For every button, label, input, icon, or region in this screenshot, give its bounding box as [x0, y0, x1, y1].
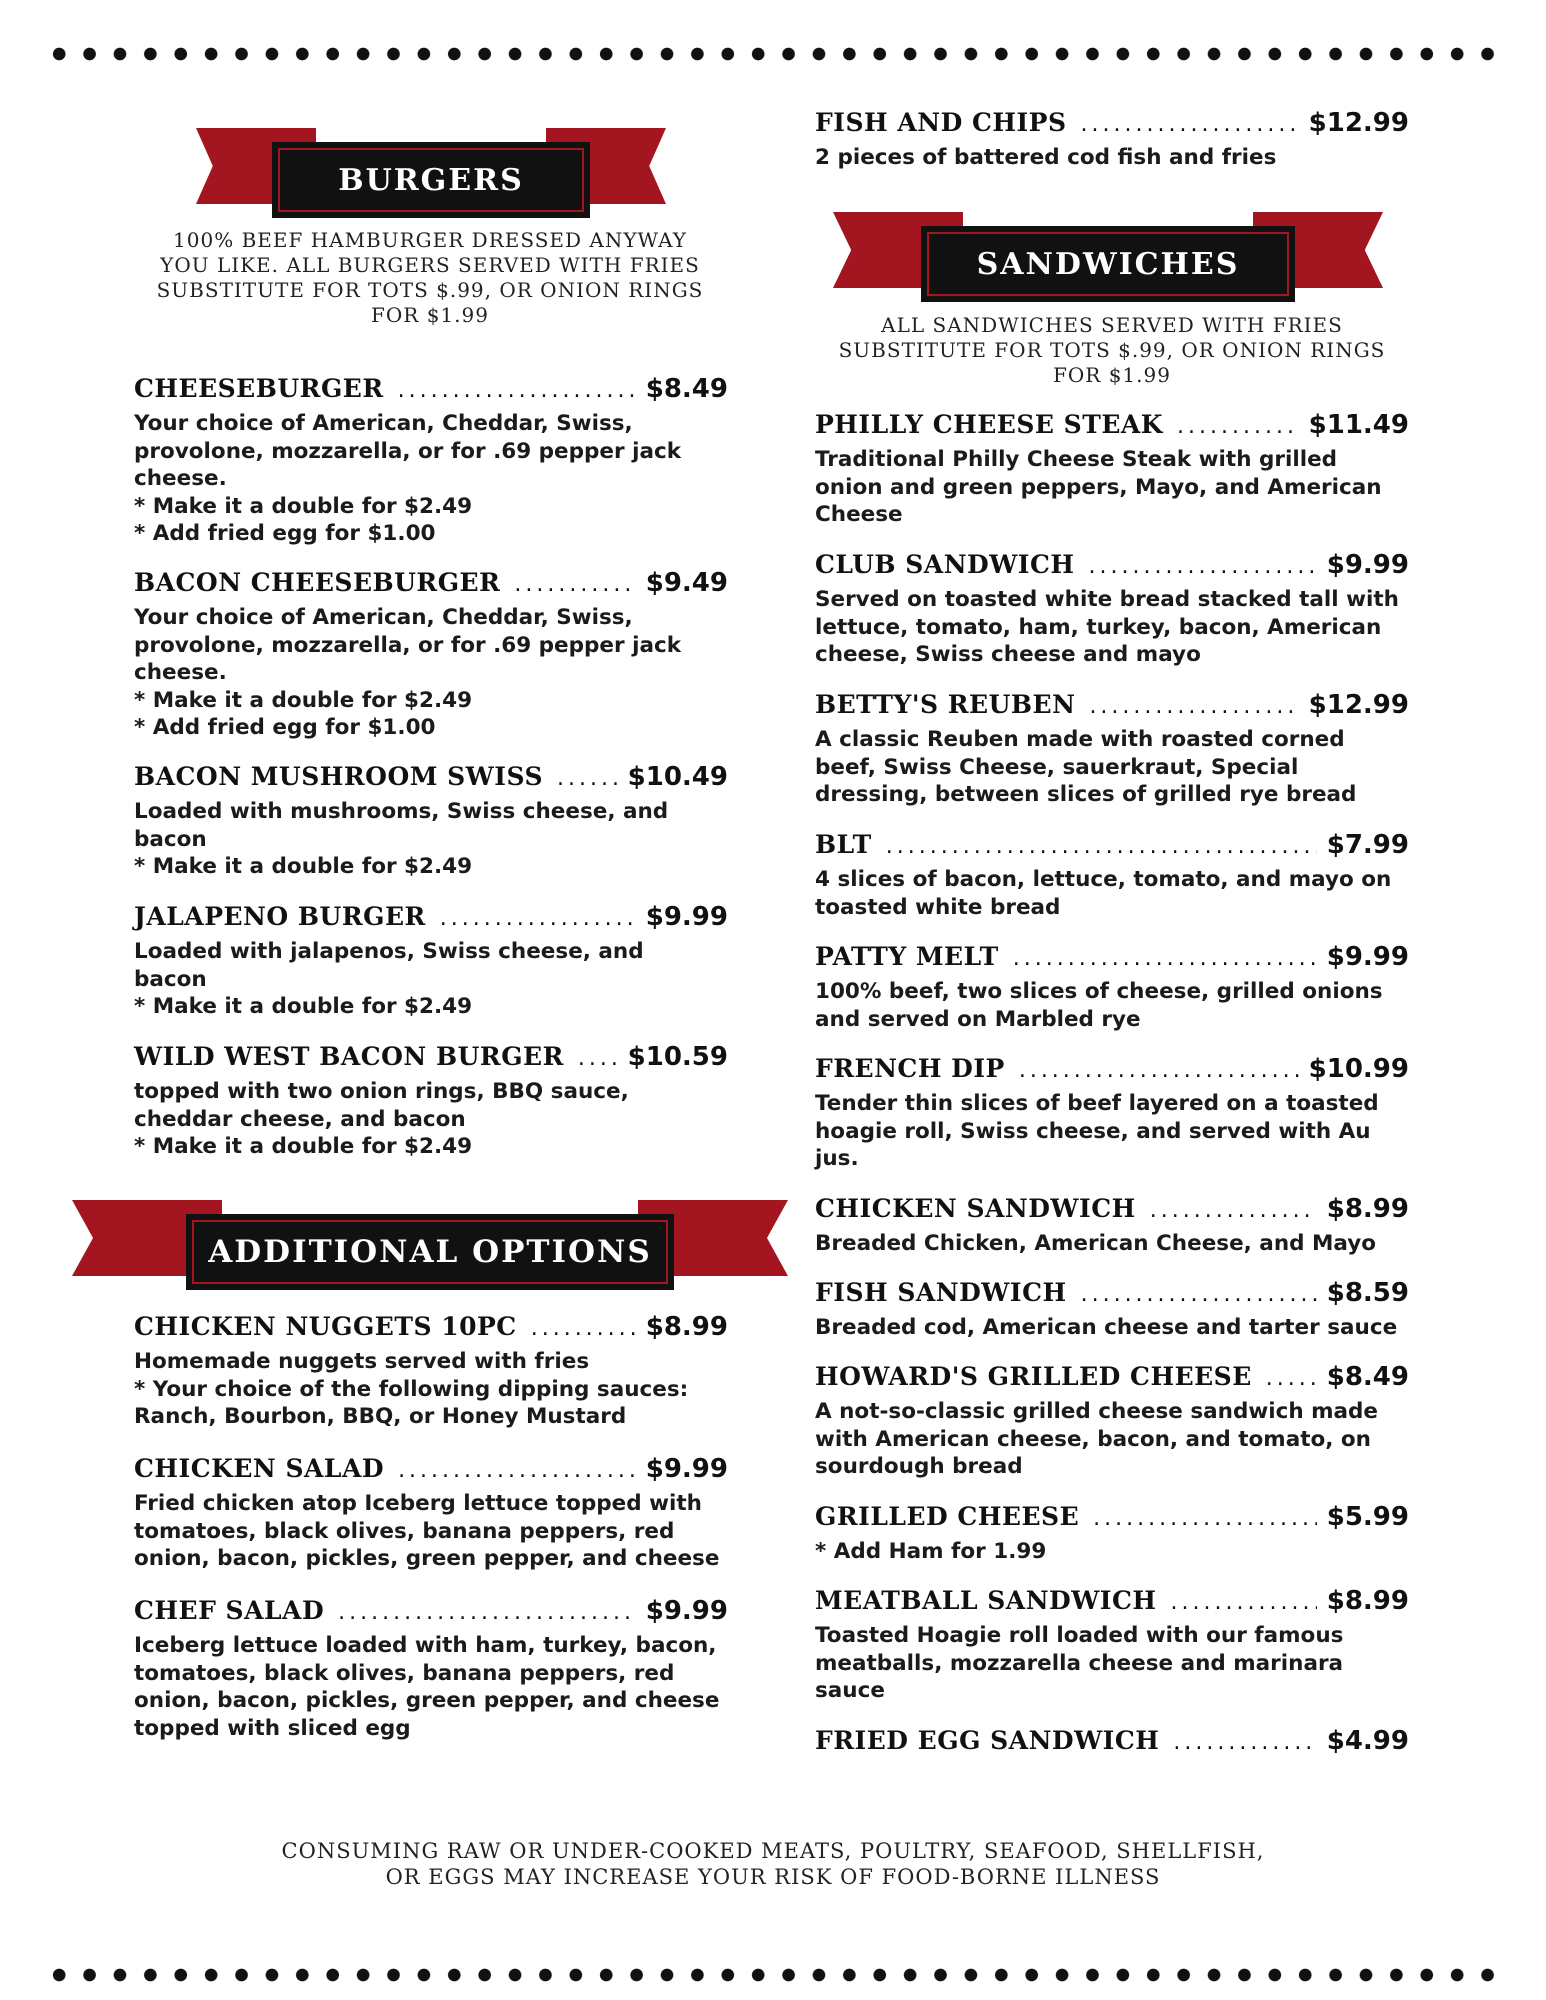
item-desc-line: Tender thin slices of beef layered on a toasted [815, 1091, 1379, 1116]
additional-options-banner [72, 1200, 788, 1290]
item-desc-line: provolone, mozzarella, or for .69 pepper jack [134, 632, 682, 658]
menu-item [815, 1726, 1409, 1762]
dot-leader [1177, 414, 1299, 439]
item-name: CHEF SALAD [134, 1596, 325, 1625]
food-safety-disclaimer [100, 1838, 1446, 1890]
item-desc-line: tomatoes, black olives, banana peppers, red [134, 1518, 675, 1544]
item-desc-line: Loaded with jalapenos, Swiss cheese, and [134, 939, 644, 964]
menu-item [815, 1054, 1409, 1173]
sandwiches-banner [833, 212, 1383, 302]
dot-leader [557, 766, 618, 791]
dot-leader [1266, 1366, 1317, 1391]
item-desc-line: 2 pieces of battered cod fish and fries [815, 145, 1277, 170]
item-desc-line: hoagie roll, Swiss cheese, and served with Au [815, 1118, 1371, 1144]
item-desc-line: and served on Marbled rye [815, 1006, 1141, 1032]
item-desc-line: cheese, Swiss cheese and mayo [815, 642, 1201, 667]
item-desc-line: onion, bacon, pickles, green pepper, and cheese [134, 1546, 720, 1571]
item-name: PHILLY CHEESE STEAK [815, 410, 1164, 439]
item-desc-line: Ranch, Bourbon, BBQ, or Honey Mustard [134, 1404, 627, 1429]
dot-leader [338, 1600, 636, 1625]
item-desc-line: * Add fried egg for $1.00 [134, 715, 436, 740]
item-desc-line: * Add fried egg for $1.00 [134, 521, 436, 546]
menu-item [134, 568, 728, 742]
menu-item [815, 410, 1409, 529]
item-price: $9.99 [1326, 942, 1409, 972]
item-name: BACON CHEESEBURGER [134, 568, 501, 597]
item-desc-line: * Make it a double for $2.49 [134, 493, 473, 519]
item-desc-line: Traditional Philly Cheese Steak with grilled [815, 447, 1338, 472]
dot-leader [1150, 1198, 1317, 1223]
item-price: $9.99 [645, 1454, 728, 1484]
item-name: WILD WEST BACON BURGER [134, 1042, 564, 1071]
disclaimer-line: CONSUMING RAW OR UNDER-COOKED MEATS, POULTRY, SEAFOOD, SHELLFISH, [281, 1839, 1265, 1863]
item-desc-line: * Make it a double for $2.49 [134, 854, 473, 879]
menu-item [815, 1278, 1409, 1342]
item-price: $4.99 [1326, 1726, 1409, 1756]
item-desc-line: Breaded Chicken, American Cheese, and Mayo [815, 1231, 1377, 1256]
item-desc-line: 100% beef, two slices of cheese, grilled onions [815, 979, 1383, 1004]
item-desc-line: cheese. [134, 660, 227, 685]
menu-item [134, 762, 728, 881]
item-price: $8.59 [1326, 1278, 1409, 1308]
item-price: $9.99 [645, 902, 728, 932]
item-desc-line: Breaded cod, American cheese and tarter sauce [815, 1315, 1398, 1340]
item-desc-line: topped with sliced egg [134, 1715, 411, 1741]
item-name: BACON MUSHROOM SWISS [134, 762, 543, 791]
item-name: FRENCH DIP [815, 1054, 1005, 1083]
item-price: $8.99 [1326, 1194, 1409, 1224]
item-desc-line: Your choice of American, Cheddar, Swiss, [134, 605, 633, 630]
item-desc-line: * Make it a double for $2.49 [134, 994, 473, 1019]
menu-item [134, 902, 728, 1021]
item-desc-line: cheese. [134, 466, 227, 491]
item-price: $8.99 [1326, 1586, 1409, 1616]
item-desc-line: with American cheese, bacon, and tomato, on [815, 1426, 1371, 1452]
sandwiches-title: SANDWICHES [976, 246, 1240, 282]
burgers-title: BURGERS [338, 162, 524, 198]
item-desc-line: onion and green peppers, Mayo, and American [815, 474, 1382, 500]
item-name: GRILLED CHEESE [815, 1502, 1080, 1531]
item-desc-line: Your choice of American, Cheddar, Swiss, [134, 411, 633, 436]
dot-leader [514, 572, 635, 597]
item-desc-line: provolone, mozzarella, or for .69 pepper jack [134, 438, 682, 464]
item-desc-line: cheddar cheese, and bacon [134, 1106, 466, 1132]
item-desc-line: Toasted Hoagie roll loaded with our famous [815, 1623, 1344, 1648]
item-desc-line: sourdough bread [815, 1454, 1023, 1479]
item-price: $8.49 [645, 374, 728, 404]
item-desc-line: toasted white bread [815, 894, 1061, 920]
item-price: $10.59 [627, 1042, 728, 1072]
item-name: BETTY'S REUBEN [815, 690, 1076, 719]
item-price: $9.49 [645, 568, 728, 598]
item-desc-line: * Add Ham for 1.99 [815, 1539, 1047, 1564]
item-name: CHICKEN NUGGETS 10PC [134, 1312, 517, 1341]
dot-leader [578, 1046, 618, 1071]
dot-leader [886, 834, 1317, 859]
item-price: $8.49 [1326, 1362, 1409, 1392]
item-desc-line: * Your choice of the following dipping sauces: [134, 1376, 689, 1402]
item-desc-line: A classic Reuben made with roasted corned [815, 727, 1345, 752]
item-desc-line: Served on toasted white bread stacked tall with [815, 587, 1399, 612]
dot-leader [1171, 1590, 1317, 1615]
dot-leader [531, 1316, 636, 1341]
item-name: PATTY MELT [815, 942, 999, 971]
item-desc-line: Homemade nuggets served with fries [134, 1349, 590, 1374]
dot-leader [398, 1458, 636, 1483]
menu-item-fish-and-chips [815, 108, 1409, 172]
menu-item [134, 1042, 728, 1161]
dot-leader [1081, 112, 1299, 137]
item-price: $12.99 [1308, 108, 1409, 138]
menu-item [815, 942, 1409, 1033]
dot-leader [440, 906, 636, 931]
item-name: CHEESEBURGER [134, 374, 384, 403]
item-price: $7.99 [1326, 830, 1409, 860]
item-desc-line: Loaded with mushrooms, Swiss cheese, and [134, 799, 669, 824]
item-desc-line: Fried chicken atop Iceberg lettuce topped with [134, 1491, 702, 1516]
menu-item [134, 1596, 728, 1742]
item-name: CLUB SANDWICH [815, 550, 1075, 579]
menu-item [815, 1362, 1409, 1481]
dot-leader [398, 378, 636, 403]
item-desc-line: jus. [815, 1146, 859, 1171]
item-desc-line: tomatoes, black olives, banana peppers, red [134, 1660, 675, 1686]
item-desc-line: onion, bacon, pickles, green pepper, and cheese [134, 1688, 720, 1713]
item-desc-line: A not-so-classic grilled cheese sandwich made [815, 1399, 1378, 1424]
item-name: MEATBALL SANDWICH [815, 1586, 1157, 1615]
item-price: $5.99 [1326, 1502, 1409, 1532]
item-desc-line: Cheese [815, 502, 903, 527]
additional-options-title: ADDITIONAL OPTIONS [208, 1234, 652, 1270]
item-price: $10.49 [627, 762, 728, 792]
item-desc-line: * Make it a double for $2.49 [134, 1134, 473, 1159]
top-dot-border [44, 44, 1502, 64]
burgers-banner [196, 128, 666, 218]
item-name: JALAPENO BURGER [134, 902, 426, 931]
item-name: CHICKEN SANDWICH [815, 1194, 1136, 1223]
disclaimer-line: OR EGGS MAY INCREASE YOUR RISK OF FOOD-BORNE ILLNESS [385, 1865, 1161, 1889]
item-desc-line: topped with two onion rings, BBQ sauce, [134, 1079, 629, 1104]
dot-leader [1089, 694, 1298, 719]
item-desc-line: * Make it a double for $2.49 [134, 687, 473, 713]
menu-item [815, 1194, 1409, 1258]
dot-leader [1019, 1058, 1299, 1083]
item-desc-line: meatballs, mozzarella cheese and marinara [815, 1650, 1344, 1676]
menu-item [815, 550, 1409, 669]
item-price: $10.99 [1308, 1054, 1409, 1084]
menu-item [815, 1586, 1409, 1705]
item-name: FISH SANDWICH [815, 1278, 1067, 1307]
dot-leader [1081, 1282, 1317, 1307]
item-name: BLT [815, 830, 872, 859]
item-desc-line: 4 slices of bacon, lettuce, tomato, and mayo on [815, 867, 1392, 892]
dot-leader [1093, 1506, 1317, 1531]
menu-item [134, 1312, 728, 1431]
item-price: $9.99 [645, 1596, 728, 1626]
item-name: HOWARD'S GRILLED CHEESE [815, 1362, 1252, 1391]
menu-item [134, 1454, 728, 1573]
dot-leader [1013, 946, 1317, 971]
item-name: CHICKEN SALAD [134, 1454, 385, 1483]
item-desc-line: bacon [134, 966, 207, 992]
item-desc-line: Iceberg lettuce loaded with ham, turkey, bacon, [134, 1633, 717, 1658]
dot-leader [1173, 1730, 1316, 1755]
dot-leader [1089, 554, 1317, 579]
burgers-note: 100% BEEF HAMBURGER DRESSED ANYWAY YOU LIKE. ALL BURGERS SERVED WITH FRIES SUBSTITUTE FOR TOTS $.99, OR ONION RINGS FOR $1.99 [156, 228, 704, 327]
menu-item [815, 690, 1409, 809]
item-price: $11.49 [1308, 410, 1409, 440]
item-price: $8.99 [645, 1312, 728, 1342]
menu-item [815, 830, 1409, 921]
menu-item [134, 374, 728, 548]
item-desc-line: dressing, between slices of grilled rye bread [815, 782, 1357, 807]
item-price: $9.99 [1326, 550, 1409, 580]
item-desc-line: bacon [134, 826, 207, 852]
item-desc-line: lettuce, tomato, ham, turkey, bacon, American [815, 614, 1382, 640]
bottom-dot-border [44, 1965, 1502, 1985]
item-name: FRIED EGG SANDWICH [815, 1726, 1160, 1755]
sandwiches-note: ALL SANDWICHES SERVED WITH FRIES SUBSTITUTE FOR TOTS $.99, OR ONION RINGS FOR $1.99 [838, 313, 1386, 387]
item-desc-line: beef, Swiss Cheese, sauerkraut, Special [815, 754, 1299, 780]
item-price: $12.99 [1308, 690, 1409, 720]
menu-item [815, 1502, 1409, 1566]
item-desc-line: sauce [815, 1678, 885, 1703]
item-name: FISH AND CHIPS [815, 108, 1067, 137]
